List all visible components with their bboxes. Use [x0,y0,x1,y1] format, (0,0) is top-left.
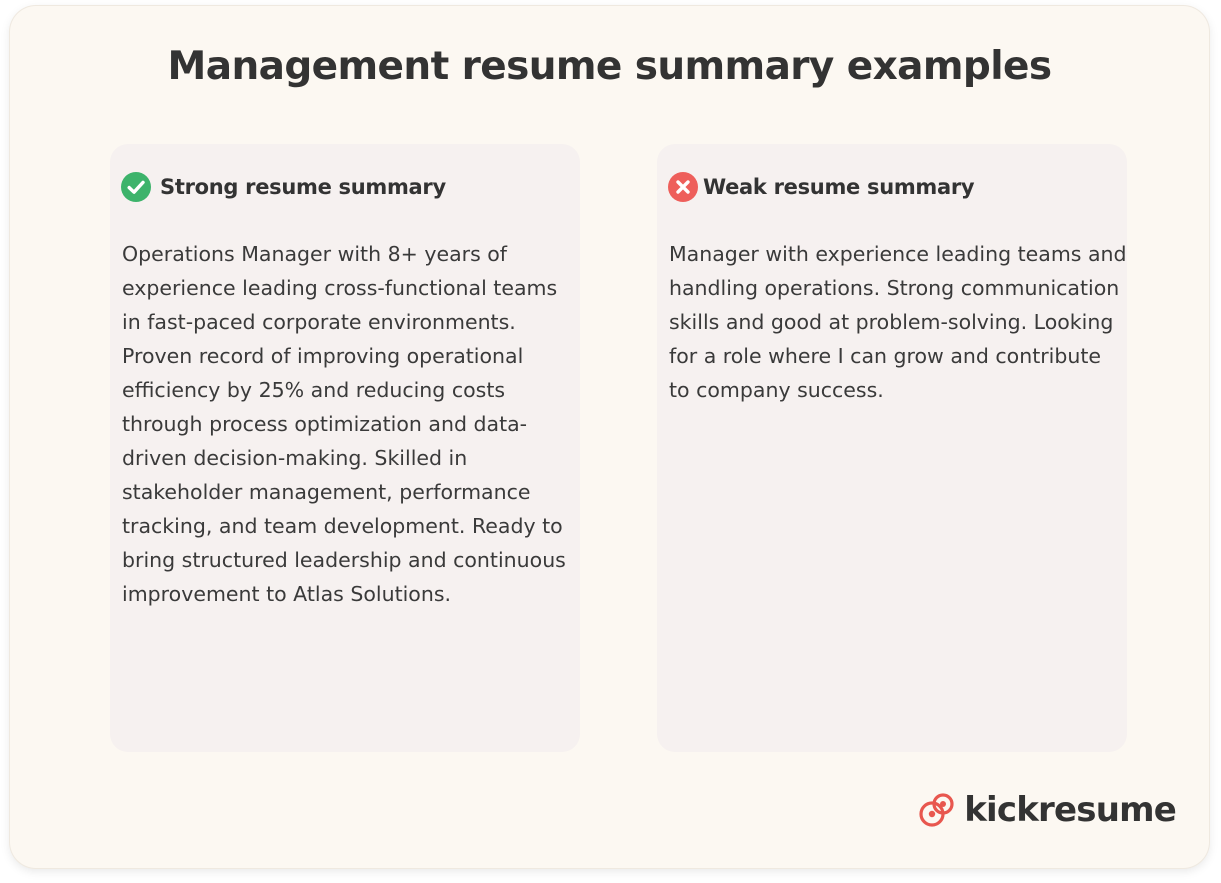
weak-summary-header [668,172,974,202]
strong-summary-card [110,144,580,752]
strong-summary-heading: Strong resume summary [160,175,446,199]
kickresume-logo [918,790,1176,830]
infographic-card [10,6,1209,868]
strong-summary-text: Operations Manager with 8+ years of experience leading cross-functional teams in fast-paced corporate environments. Proven record of improving operational efficiency by 25% and reducing costs through process optimization and data-driven decision-making. Skilled in stakeholder management, performance tracking, and team development. Ready to bring structured leadership and continuous improvement to Atlas Solutions. [122,242,566,606]
kickresume-logo-icon [918,790,956,830]
strong-summary-header [121,172,446,202]
weak-summary-text: Manager with experience leading teams and handling operations. Strong communication skills and good at problem-solving. Looking for a role where I can grow and contribute to company success. [669,242,1127,402]
kickresume-wordmark: kickresume [964,790,1176,830]
weak-summary-heading: Weak resume summary [703,175,975,199]
check-circle-icon [121,172,151,202]
weak-summary-card [657,144,1127,752]
page-title: Management resume summary examples [167,44,1052,89]
x-circle-icon [668,172,698,202]
